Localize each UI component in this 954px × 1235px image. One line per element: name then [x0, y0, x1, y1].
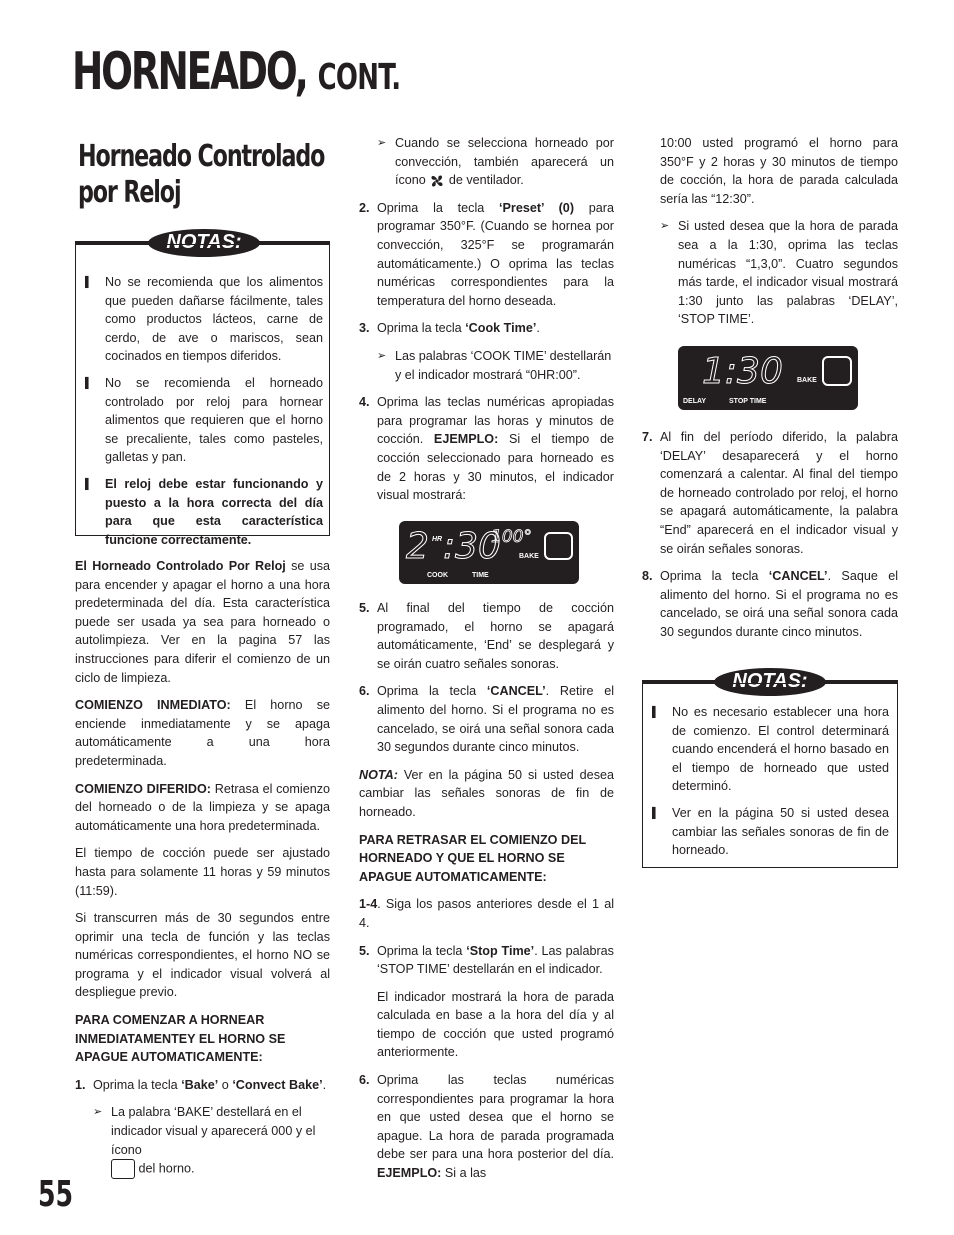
note-item [85, 374, 323, 467]
immediate-text: El horno se enciende inmediatamente y se apaga automáticamente a una hora predeterminada. [75, 698, 330, 768]
step-b6 [359, 1071, 614, 1183]
step-number: 8. [642, 569, 653, 584]
note-item [652, 703, 889, 796]
column-3 [660, 134, 898, 329]
intro-paragraph [75, 557, 330, 687]
step-b5-detail: El indicador mostrará la hora de parada calculada en base a la hora del día y al tiempo de cocción que usted programó anteriormente. [377, 989, 614, 1060]
display-delay-label: DELAY [683, 398, 707, 405]
immediate-paragraph [75, 696, 330, 770]
display-time-label: TIME [472, 572, 489, 579]
delayed-bold: COMIENZO DIFERIDO: [75, 781, 211, 796]
display-cook-label: COOK [427, 572, 448, 579]
step-2 [359, 199, 614, 311]
arrow-icon: ➢ [377, 349, 387, 362]
steps-1-4: 1-4. Siga los pasos anteriores desde el 1 al 4. [359, 897, 614, 930]
step-text: Oprima las teclas numéricas apropiadas para programar las horas y minutos de cocción. EJEMPLO: Si el tiempo de cocción seleccionado para horneado es de 2 horas y 30 minutos, el indicador visual mostrará: [377, 395, 614, 503]
step-text: Oprima la tecla ‘Stop Time’. Las palabras ‘STOP TIME’ destellarán en el indicador. [377, 943, 614, 977]
note-text: No se recomienda el horneado controlado por reloj para hornear alimentos que requieren que el horno se precaliente, tales como pasteles, galletas y pan. [105, 375, 323, 465]
display-hr-label: HR [432, 536, 443, 543]
nota-text: Ver en la página 50 si usted desea cambiar las señales sonoras de fin de horneado. [359, 767, 614, 819]
intro-bold: El Horneado Controlado Por Reloj [75, 559, 286, 573]
note-text: La palabra ‘BAKE’ destellará en el indicador visual y aparecerá 000 y el ícono del horno. [111, 1103, 330, 1179]
step-text: Oprima la tecla ‘Cook Time’. [377, 321, 540, 336]
step-number: 2. [359, 200, 370, 215]
title-main: HORNEADO, [72, 42, 307, 102]
arrow-icon: ➢ [93, 1106, 103, 1119]
step-text: Al fin del período diferido, la palabra ‘DELAY’ desaparecerá y el horno comenzará a calentar. Al final del tiempo de horneado controlado por reloj, el horno se apagará automáticamente, la palabra “End” aparecerá en el indicador visual y se oirán señales sonoras. [660, 430, 898, 556]
bullet-icon: ▌ [85, 277, 93, 288]
step-text: Oprima la tecla ‘CANCEL’. Retire el alimento del horno. Si el programa no es cancelado, se oirá una señal sonora cada 30 segundos durante cinco minutos. [377, 684, 614, 755]
convection-note [359, 134, 614, 190]
notes-label: NOTAS: [148, 229, 260, 257]
notes-list [85, 273, 323, 557]
arrow-icon: ➢ [660, 220, 670, 233]
step-4 [359, 393, 614, 505]
step-number: 6. [359, 684, 370, 699]
display-hour: 2 [406, 526, 429, 567]
bullet-icon: ▌ [652, 707, 660, 718]
delayed-text: Retrasa el comienzo del horneado o de la limpieza y se apaga automáticamente una hora predeterminada. [75, 781, 331, 833]
display-bake-label: BAKE [797, 377, 817, 384]
continued-text: 10:00 usted programó el horno para 350°F y 2 horas y 30 minutos de tiempo de cocción, la hora de parada calculada sería las “12:30”. [660, 136, 898, 206]
note-text: Cuando se selecciona horneado por convección, también aparecerá un ícono de ventilador. [395, 136, 614, 188]
page-title [72, 44, 400, 106]
title-cont: CONT. [317, 57, 401, 98]
note-item [652, 804, 889, 860]
immediate-heading: PARA COMENZAR A HORNEAR INMEDIATAMENTEY EL HORNO SE APAGUE AUTOMATICAMENTE: [75, 1013, 286, 1065]
display-minutes: :30 [443, 526, 501, 567]
section-title [78, 139, 324, 211]
note-item [85, 273, 323, 366]
step-3 [359, 319, 614, 338]
bullet-icon: ▌ [652, 807, 660, 819]
stop-time-note [660, 217, 898, 329]
nota-paragraph [359, 766, 614, 822]
note-text: El reloj debe estar funcionando y puesto a la hora correcta del día para que esta característica funcione correctamente. [105, 476, 323, 547]
oven-icon [111, 1159, 135, 1179]
oven-icon [822, 356, 852, 386]
page-number: 55 [38, 1174, 74, 1215]
oven-icon [544, 532, 573, 560]
step-5 [359, 599, 614, 673]
step-text: Oprima la tecla ‘CANCEL’. Saque el alimento del horno. Si el programa no es cancelado, se oirá una señal sonora cada 30 segundos durante cinco minutos. [660, 569, 899, 639]
oven-display-cook-time [399, 521, 579, 584]
intro-text: se usa para encender y apagar el horno a una hora predeterminada del día. Esta característica puede ser usada ya sea para horneado o autolimpieza. Ver en la pagina 57 las instrucciones para diferir el comienzo de un ciclo de limpieza. [75, 559, 330, 685]
delayed-heading: PARA RETRASAR EL COMIENZO DEL HORNEADO Y QUE EL HORNO SE APAGUE AUTOMATICAMENTE: [359, 832, 586, 884]
time-paragraph: El tiempo de cocción puede ser ajustado hasta para solamente 11 horas y 59 minutos (11:59). [75, 846, 330, 898]
step-text: Oprima la tecla ‘Bake’ o ‘Convect Bake’. [93, 1077, 327, 1092]
notes-label: NOTAS: [714, 668, 826, 696]
column-2 [359, 134, 614, 505]
note-text: Ver en la página 50 si usted desea cambiar las señales sonoras de fin de horneado. [672, 805, 889, 858]
fan-icon [429, 173, 445, 189]
note-item [85, 475, 323, 549]
bullet-icon: ▌ [85, 377, 93, 389]
column-2-lower [359, 599, 614, 1183]
column-1 [75, 557, 330, 1179]
step-number: 4. [359, 395, 370, 410]
display-stop-time-label: STOP TIME [729, 398, 767, 405]
nota-label: NOTA: [359, 767, 398, 782]
bullet-icon: ▌ [85, 478, 93, 490]
step-7 [642, 428, 898, 558]
oven-display-stop-time [678, 346, 858, 410]
notes-list [652, 703, 889, 868]
note-text: No es necesario establecer una hora de comienzo. El control determinará cuando encenderá el horno basado en el tiempo de horneado que usted determinó. [672, 705, 889, 794]
column-3-lower [642, 428, 898, 642]
note-text: Si usted desea que la hora de parada sea a la 1:30, oprima las teclas numéricas “1,3,0”. Cuatro segundos más tarde, el indicador visual mostrará 1:30 junto las palabras ‘DELAY’, ‘STOP TIME’. [678, 219, 898, 327]
display-stop-time: 1:30 [702, 351, 783, 392]
note-text: Las palabras ‘COOK TIME’ destellarán y el indicador mostrará “0HR:00”. [395, 348, 612, 382]
display-bake-label: BAKE [519, 553, 539, 560]
display-temperature: 100° [491, 527, 532, 547]
delayed-paragraph [75, 780, 330, 836]
step-number: 5. [359, 601, 370, 615]
step-b5 [359, 942, 614, 979]
step-number: 6. [359, 1073, 370, 1088]
step-6 [359, 682, 614, 756]
notes-box [642, 683, 898, 868]
timeout-paragraph: Si transcurren más de 30 segundos entre oprimir una tecla de función y las teclas numéricas correspondientes, el horno NO se programa y el indicador visual volverá al despliegue previo. [75, 911, 330, 1000]
step-text: Oprima la tecla ‘Preset’ (0) para programar 350°F. (Cuando se hornea por convección, 325°F se programarán automáticamente.) O oprima las teclas numéricas correspondientes para la temperatura del horno deseada. [377, 200, 614, 308]
step-number: 5. [359, 943, 370, 958]
step-8 [642, 567, 898, 641]
step-number: 3. [359, 321, 370, 336]
immediate-bold: COMIENZO INMEDIATO: [75, 698, 231, 713]
step-1-note [75, 1103, 330, 1179]
step-number: 7. [642, 430, 653, 444]
step-text: Oprima las teclas numéricas correspondientes para programar la hora en que usted desea que el horno se apague. La hora de parada programada debe ser para una hora posterior del día. EJEMPLO: Si a las [377, 1073, 614, 1181]
notes-box [75, 244, 330, 547]
section-title-line2: por Reloj [78, 175, 181, 210]
note-text: No se recomienda que los alimentos que pueden dañarse fácilmente, tales como productos lácteos, carne de cerdo, de ave o mariscos, sean cocinados en tiempos diferidos. [105, 275, 323, 364]
step-1 [75, 1076, 330, 1095]
step-3-note [359, 347, 614, 384]
step-text: Al final del tiempo de cocción programado, el horno se apagará automáticamente, ‘End’ se desplegará y se oirán cuatro señales sonoras. [377, 601, 614, 671]
step-number: 1. [75, 1077, 86, 1092]
section-title-line1: Horneado Controlado [78, 139, 325, 174]
arrow-icon: ➢ [377, 137, 387, 149]
